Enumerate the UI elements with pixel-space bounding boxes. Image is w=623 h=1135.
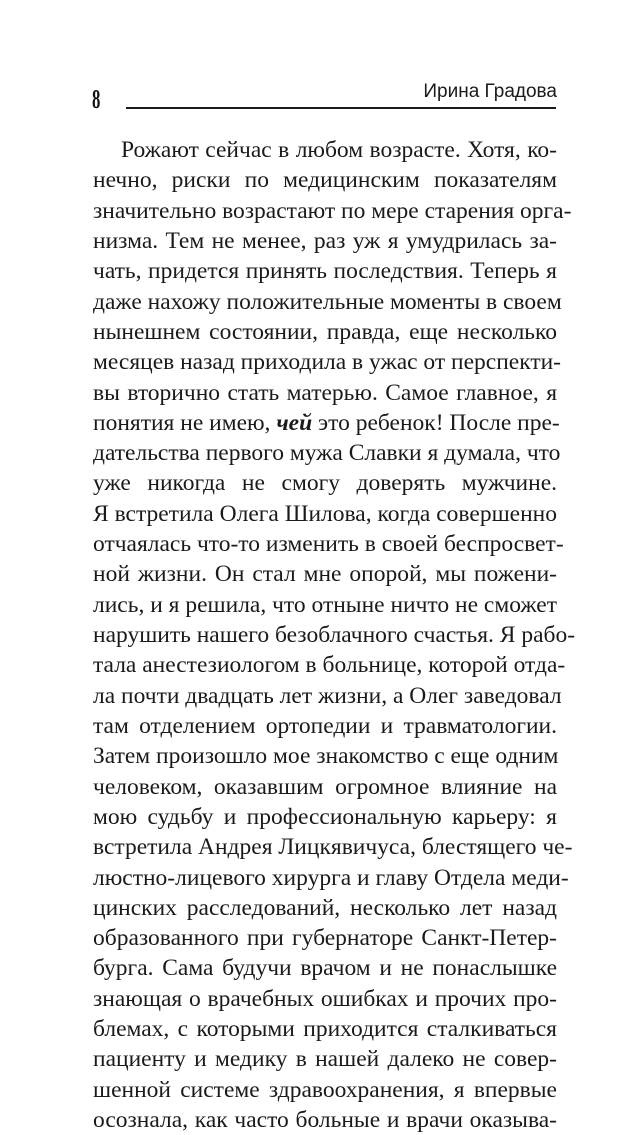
- page-number: 8: [92, 84, 101, 114]
- text-line: там отделением ортопедии и травматологии.: [93, 712, 557, 739]
- text-line: Рожают сейчас в любом возрасте. Хотя, ко-: [121, 137, 557, 163]
- text-line: уже никогда не смогу доверять мужчине.: [93, 470, 557, 497]
- text-line: тала анестезиологом в больнице, которой отда-: [93, 652, 566, 679]
- header-rule: [126, 107, 556, 109]
- text-line: даже нахожу положительные моменты в своем: [93, 288, 562, 315]
- text-line: низма. Тем не менее, раз уж я умудрилась за-: [93, 227, 557, 254]
- body-text: [93, 135, 576, 1135]
- text-line: значительно возрастают по мере старения орга-: [93, 197, 572, 224]
- text-line: нечно, риски по медицинским показателям: [93, 167, 557, 194]
- text-line: чать, придется принять последствия. Теперь я: [93, 258, 557, 285]
- text-line: образованного при губернаторе Санкт-Петер-: [93, 925, 557, 952]
- text-line: человеком, оказавшим огромное влияние на: [93, 773, 557, 800]
- text-line: Затем произошло мое знакомство с еще одним: [93, 743, 559, 770]
- text-line: нынешнем состоянии, правда, еще несколько: [93, 318, 557, 345]
- text-line: вы вторично стать матерью. Самое главное, я: [93, 379, 557, 406]
- running-head-author: Ирина Градова: [423, 81, 557, 102]
- text-line: лись, и я решила, что отныне ничто не сможет: [93, 591, 557, 618]
- text-line: цинских расследований, несколько лет назад: [93, 894, 557, 921]
- text-line: знающая о врачебных ошибках и прочих про-: [93, 985, 557, 1012]
- text-segment: понятия не имею,: [93, 409, 277, 436]
- text-line: блемах, с которыми приходится сталкиваться: [93, 1016, 557, 1043]
- text-line: ной жизни. Он стал мне опорой, мы пожени-: [93, 561, 557, 588]
- text-line: шенной системе здравоохранения, я впервые: [93, 1076, 557, 1103]
- text-line: нарушить нашего безоблачного счастья. Я рабо-: [93, 622, 576, 648]
- text-line-with-emphasis: [93, 408, 560, 438]
- text-line: дательства первого мужа Славки я думала, что: [93, 440, 561, 467]
- text-line: люстно-лицевого хирурга и главу Отдела меди-: [93, 864, 569, 891]
- text-segment: это ребенок! После пре-: [312, 409, 560, 436]
- text-line: Я встретила Олега Шилова, когда совершенно: [93, 500, 557, 527]
- text-line: пациенту и медику в нашей далеко не совер-: [93, 1046, 557, 1073]
- text-line: месяцев назад приходила в ужас от перспекти-: [93, 349, 561, 376]
- text-line: осознала, как часто больные и врачи оказыва-: [93, 1107, 557, 1133]
- emphasized-word: чей: [276, 409, 313, 436]
- text-line: отчаялась что-то изменить в своей беспросвет-: [93, 531, 564, 558]
- text-line: бурга. Сама будучи врачом и не понаслышке: [93, 955, 557, 982]
- text-line: ла почти двадцать лет жизни, а Олег заведовал: [93, 682, 562, 709]
- text-line: мою судьбу и профессиональную карьеру: я: [93, 803, 557, 830]
- text-line: встретила Андрея Лицкявичуса, блестящего че-: [93, 834, 573, 861]
